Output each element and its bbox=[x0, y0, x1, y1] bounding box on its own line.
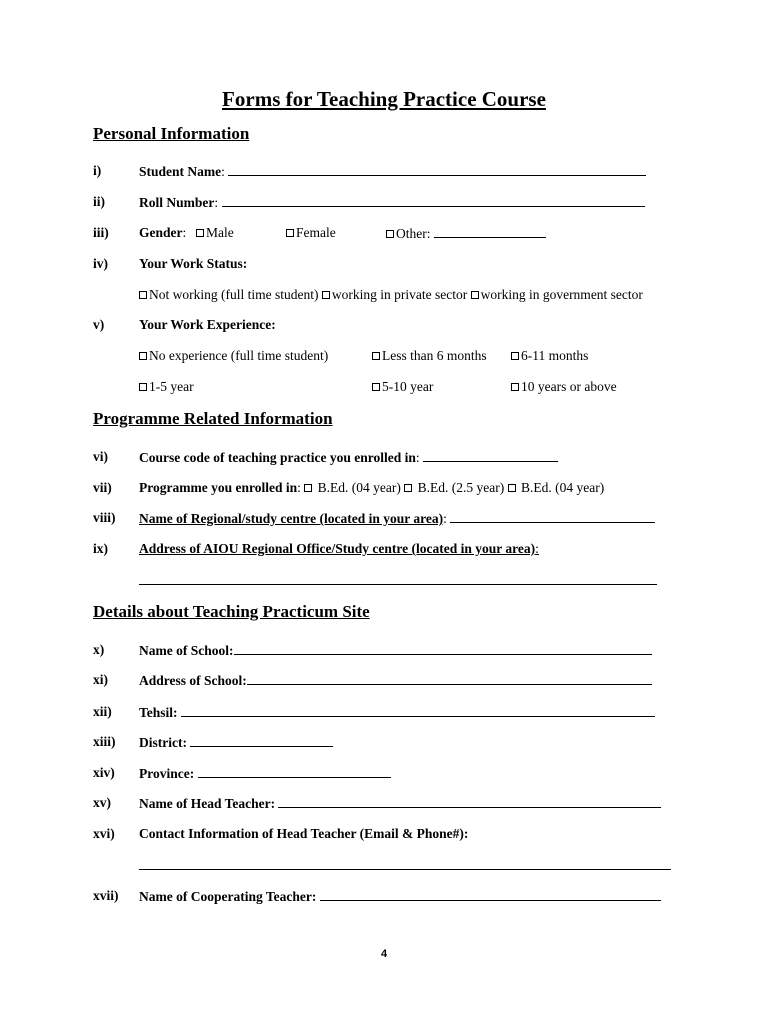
page-title: Forms for Teaching Practice Course bbox=[222, 87, 546, 111]
district-input[interactable] bbox=[190, 734, 333, 747]
gender-other-option[interactable]: Other: bbox=[386, 225, 546, 242]
programme-bed-2-5-option[interactable]: B.Ed. (2.5 year) bbox=[404, 480, 504, 495]
cooperating-teacher-input[interactable] bbox=[320, 888, 661, 901]
experience-none-option[interactable]: No experience (full time student) bbox=[139, 348, 328, 364]
checkbox-icon[interactable] bbox=[322, 291, 330, 299]
section-personal-information: Personal Information bbox=[93, 124, 250, 143]
experience-5-10-year-option[interactable]: 5-10 year bbox=[372, 379, 433, 395]
programme-bed-04-option-2[interactable]: B.Ed. (04 year) bbox=[508, 480, 605, 495]
checkbox-icon[interactable] bbox=[304, 484, 312, 492]
page-number: 4 bbox=[380, 948, 388, 960]
form-page: Forms for Teaching Practice Course Personal Information i) Student Name: ii) Roll Number: iii) Gender: Male Female Other: iv) Your Work Status: Not working (full time student) working in private sector working in government sector v) Your Work Experience: No experience (full time student) Less than 6 months 6-11 months 1-5 year 5-10 year 10 years or above Programme Related Information vi) Course code of teaching practice you enrolled in: vii) Programme you enrolled in: B.Ed. (04 year) B.Ed. (2.5 year) B.Ed. (04 year) viii) Name of Regional/study centre (located in your area): ix) Address of AIOU Regional Office/Study centre (located in your area): Details about Teaching Practicum Site x) Name of School: xi) Address of School: xii) Tehsil: xiii) District: xiv) Province: xv) Name of Head Teacher: xvi) Contact Information of Head Teacher (Email & Phone#): xvii) Name of Cooperating Teacher: 4 bbox=[0, 0, 768, 1024]
work-status-options bbox=[139, 287, 643, 303]
checkbox-icon[interactable] bbox=[404, 484, 412, 492]
gender-male-option[interactable]: Male bbox=[196, 225, 234, 241]
head-teacher-name-input[interactable] bbox=[278, 795, 661, 808]
work-status-private-option[interactable]: working in private sector bbox=[322, 287, 471, 302]
checkbox-icon[interactable] bbox=[511, 352, 519, 360]
section-programme-information: Programme Related Information bbox=[93, 409, 333, 428]
programme-bed-04-option[interactable]: B.Ed. (04 year) bbox=[304, 480, 401, 495]
experience-6-11-months-option[interactable]: 6-11 months bbox=[511, 348, 588, 364]
checkbox-icon[interactable] bbox=[139, 291, 147, 299]
regional-centre-input[interactable] bbox=[450, 510, 655, 523]
experience-less-6-months-option[interactable]: Less than 6 months bbox=[372, 348, 487, 364]
section-practicum-site: Details about Teaching Practicum Site bbox=[93, 602, 370, 621]
checkbox-icon[interactable] bbox=[372, 352, 380, 360]
gender-female-option[interactable]: Female bbox=[286, 225, 336, 241]
experience-1-5-year-option[interactable]: 1-5 year bbox=[139, 379, 194, 395]
work-status-government-option[interactable]: working in government sector bbox=[471, 287, 643, 302]
gender-other-input[interactable] bbox=[434, 225, 546, 238]
checkbox-icon[interactable] bbox=[139, 383, 147, 391]
student-name-input[interactable] bbox=[228, 163, 646, 176]
checkbox-icon[interactable] bbox=[139, 352, 147, 360]
course-code-input[interactable] bbox=[423, 449, 558, 462]
checkbox-icon[interactable] bbox=[286, 229, 294, 237]
regional-office-address-input[interactable] bbox=[139, 584, 657, 585]
head-teacher-contact-input[interactable] bbox=[139, 869, 671, 870]
checkbox-icon[interactable] bbox=[511, 383, 519, 391]
province-input[interactable] bbox=[198, 765, 391, 778]
checkbox-icon[interactable] bbox=[372, 383, 380, 391]
school-name-input[interactable] bbox=[234, 642, 652, 655]
checkbox-icon[interactable] bbox=[196, 229, 204, 237]
checkbox-icon[interactable] bbox=[471, 291, 479, 299]
tehsil-input[interactable] bbox=[181, 704, 655, 717]
school-address-input[interactable] bbox=[247, 672, 652, 685]
work-status-not-working-option[interactable]: Not working (full time student) bbox=[139, 287, 322, 302]
experience-10-plus-option[interactable]: 10 years or above bbox=[511, 379, 617, 395]
checkbox-icon[interactable] bbox=[386, 230, 394, 238]
checkbox-icon[interactable] bbox=[508, 484, 516, 492]
roll-number-input[interactable] bbox=[222, 194, 645, 207]
